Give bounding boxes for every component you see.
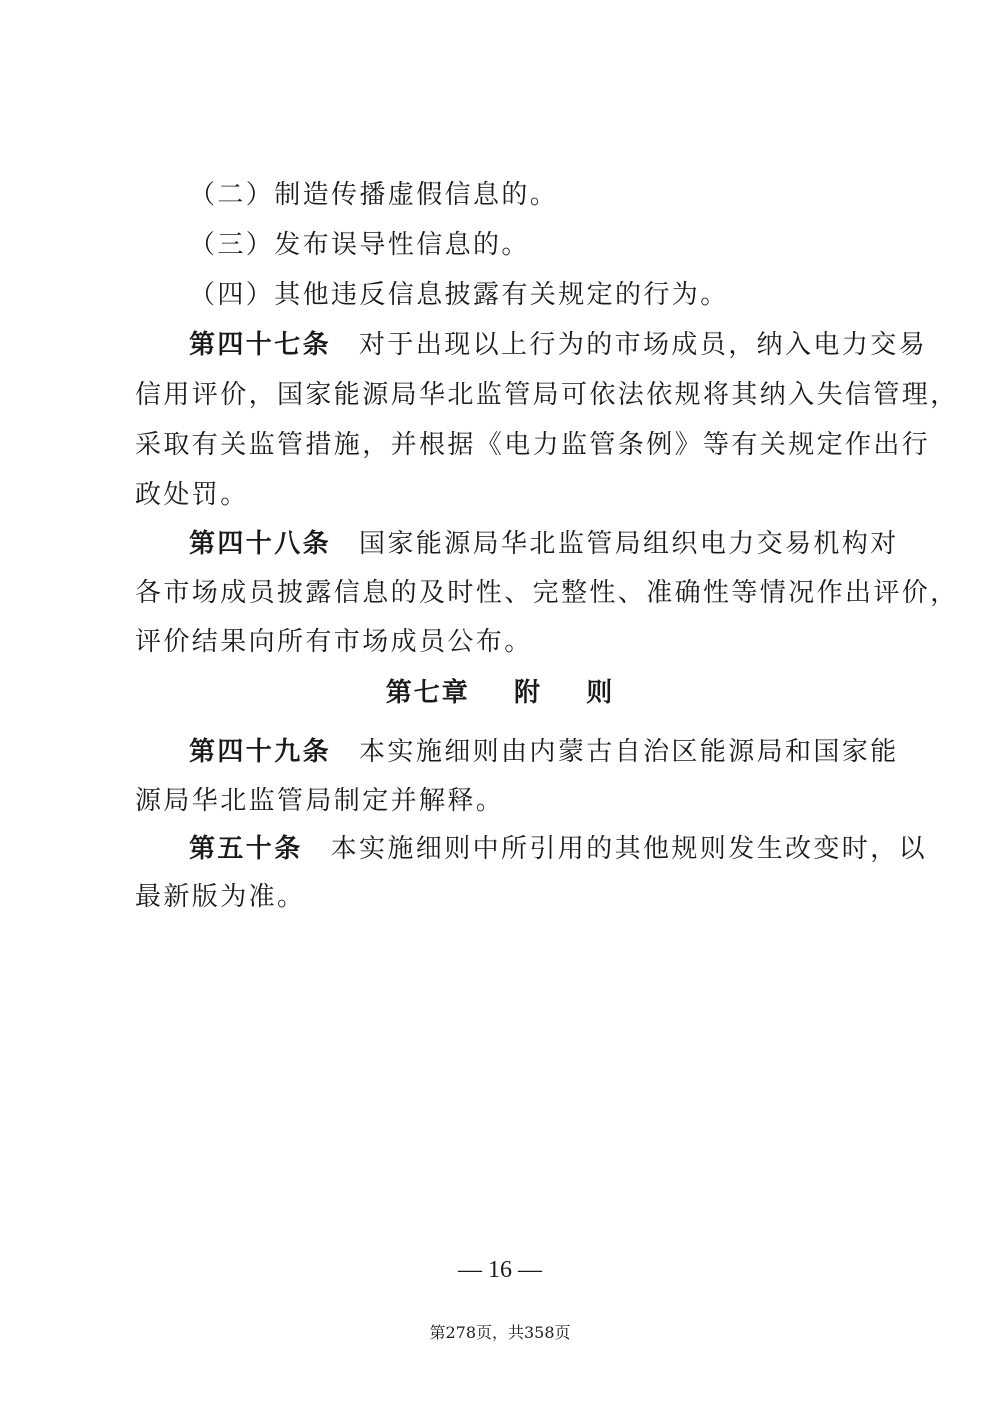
article-48-text-2: 各市场成员披露信息的及时性、完整性、准确性等情况作出评价，	[135, 578, 959, 608]
article-47-text-3: 采取有关监管措施，并根据《电力监管条例》等有关规定作出行	[135, 430, 931, 460]
article-47-label: 第四十七条	[189, 330, 332, 360]
article-49-text-2: 源局华北监管局制定并解释。	[135, 786, 505, 816]
article-49-label: 第四十九条	[189, 737, 332, 767]
item-two: （二）制造传播虚假信息的。	[189, 180, 559, 210]
article-50-label: 第五十条	[189, 834, 303, 864]
article-50-text-2: 最新版为准。	[135, 882, 306, 912]
article-49-first-line	[189, 735, 899, 769]
page-count-footer: 第278页，共358页	[429, 1323, 571, 1342]
article-48-text-1: 国家能源局华北监管局组织电力交易机构对	[359, 529, 899, 559]
article-47-text-1: 对于出现以上行为的市场成员，纳入电力交易	[359, 330, 928, 360]
item-four: （四）其他违反信息披露有关规定的行为。	[189, 280, 729, 310]
article-47-first-line	[189, 328, 928, 362]
chapter-heading: 第七章 附 则	[385, 678, 615, 708]
article-48-label: 第四十八条	[189, 529, 332, 559]
article-48-text-3: 评价结果向所有市场成员公布。	[135, 627, 533, 657]
article-47-text-2: 信用评价，国家能源局华北监管局可依法依规将其纳入失信管理，	[135, 380, 959, 410]
article-49-text-1: 本实施细则由内蒙古自治区能源局和国家能	[359, 737, 899, 767]
article-47-text-4: 政处罚。	[135, 480, 249, 510]
page-number: — 16 —	[458, 1257, 542, 1283]
item-three: （三）发布误导性信息的。	[189, 230, 530, 260]
article-48-first-line	[189, 527, 899, 561]
article-50-first-line	[189, 832, 928, 866]
article-50-text-1: 本实施细则中所引用的其他规则发生改变时，以	[330, 834, 928, 864]
